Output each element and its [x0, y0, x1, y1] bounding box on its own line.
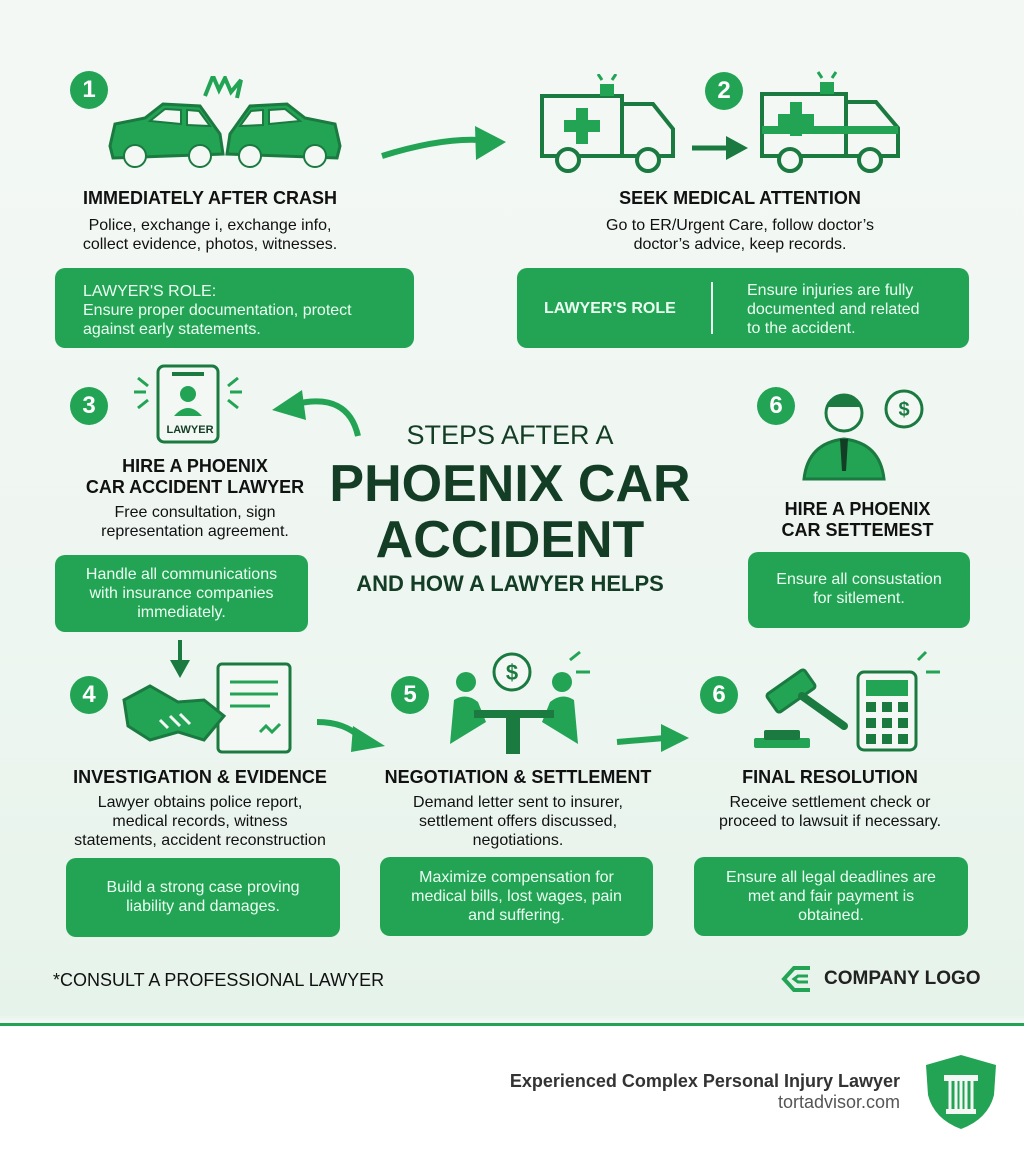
footer-divider [0, 1023, 1024, 1026]
arrow-right-icon [615, 722, 691, 756]
step-6-final-title: FINAL RESOLUTION [742, 767, 918, 787]
handshake-document-icon [120, 660, 300, 756]
company-logo-icon [780, 962, 814, 996]
step-6-final-number: 6 [700, 676, 738, 714]
footer-tagline: Experienced Complex Personal Injury Lawyer [509, 1071, 900, 1091]
step-6-role-box: Ensure all consustation for sitlement. [748, 552, 970, 628]
lawyer-person-icon [800, 385, 930, 485]
step-2-title: SEEK MEDICAL ATTENTION [619, 188, 861, 208]
step-1-number: 1 [70, 71, 108, 109]
step-3-number: 3 [70, 387, 108, 425]
title-line-3: ACCIDENT [375, 511, 645, 569]
step-2-lawyer-role-box [517, 268, 969, 348]
title-line-2: PHOENIX CAR [329, 455, 691, 513]
company-logo-text: COMPANY LOGO [824, 968, 981, 989]
step-4-title: INVESTIGATION & EVIDENCE [73, 767, 327, 787]
arrow-right-icon [315, 716, 387, 758]
car-crash-icon [105, 76, 345, 176]
step-3-title: HIRE A PHOENIX CAR ACCIDENT LAWYER [85, 456, 305, 497]
step-4-description: Lawyer obtains police report, medical records, witness statements, accident reconstruction [74, 794, 326, 849]
step-6-final-description: Receive settlement check or proceed to lawsuit if necessary. [718, 794, 942, 830]
box-label: LAWYER'S ROLE [544, 300, 676, 317]
box-label: LAWYER'S ROLE: [83, 283, 217, 300]
svg-text:$: $ [505, 660, 519, 685]
step-4-number: 4 [70, 676, 108, 714]
step-1-lawyer-role-box: LAWYER'S ROLE: Ensure proper documentation, protect against early statements. [55, 268, 414, 348]
step-1-title: IMMEDIATELY AFTER CRASH [82, 188, 337, 208]
title-line-4: AND HOW A LAWYER HELPS [356, 571, 664, 596]
step-5-role-box: Maximize compensation for medical bills, lost wages, pain and suffering. [380, 857, 653, 936]
ambulance-icon [758, 70, 906, 174]
step-3-description: Free consultation, sign representation agreement. [101, 504, 289, 540]
step-4-role-box: Build a strong case proving liability and damages. [66, 858, 340, 937]
gavel-calculator-icon [748, 650, 948, 760]
arrow-right-icon [380, 118, 510, 168]
step-6-final-role-box: Ensure all legal deadlines are met and fair payment is obtained. [694, 857, 968, 936]
ambulance-icon [538, 74, 683, 174]
step-5-title: NEGOTIATION & SETTLEMENT [384, 767, 652, 787]
lawyer-badge: LAWYER [166, 424, 214, 436]
divider [711, 282, 713, 334]
step-1-description: Police, exchange i, exchange info, collect evidence, photos, witnesses. [82, 217, 338, 253]
step-6-number: 6 [757, 387, 795, 425]
negotiation-table-icon [440, 650, 595, 760]
svg-text:$: $ [898, 399, 910, 421]
disclaimer: *CONSULT A PROFESSIONAL LAWYER [53, 970, 385, 990]
step-5-number: 5 [391, 676, 429, 714]
step-2-description: Go to ER/Urgent Care, follow doctor’s doctor’s advice, keep records. [606, 217, 874, 253]
title-line-1: STEPS AFTER A [406, 420, 614, 450]
step-5-description: Demand letter sent to insurer, settlement offers discussed, negotiations. [413, 794, 623, 849]
step-6-title: HIRE A PHOENIX CAR SETTEMEST [781, 499, 934, 540]
footer-website[interactable]: tortadvisor.com [777, 1092, 900, 1112]
box-text: Ensure injuries are fully documented and related to the accident. [747, 282, 920, 337]
step-3-role-box: Handle all communications with insurance companies immediately. [55, 555, 308, 632]
small-arrow-right-icon [690, 132, 750, 162]
step-2-number: 2 [705, 72, 743, 110]
shield-pillar-icon [922, 1053, 1000, 1131]
